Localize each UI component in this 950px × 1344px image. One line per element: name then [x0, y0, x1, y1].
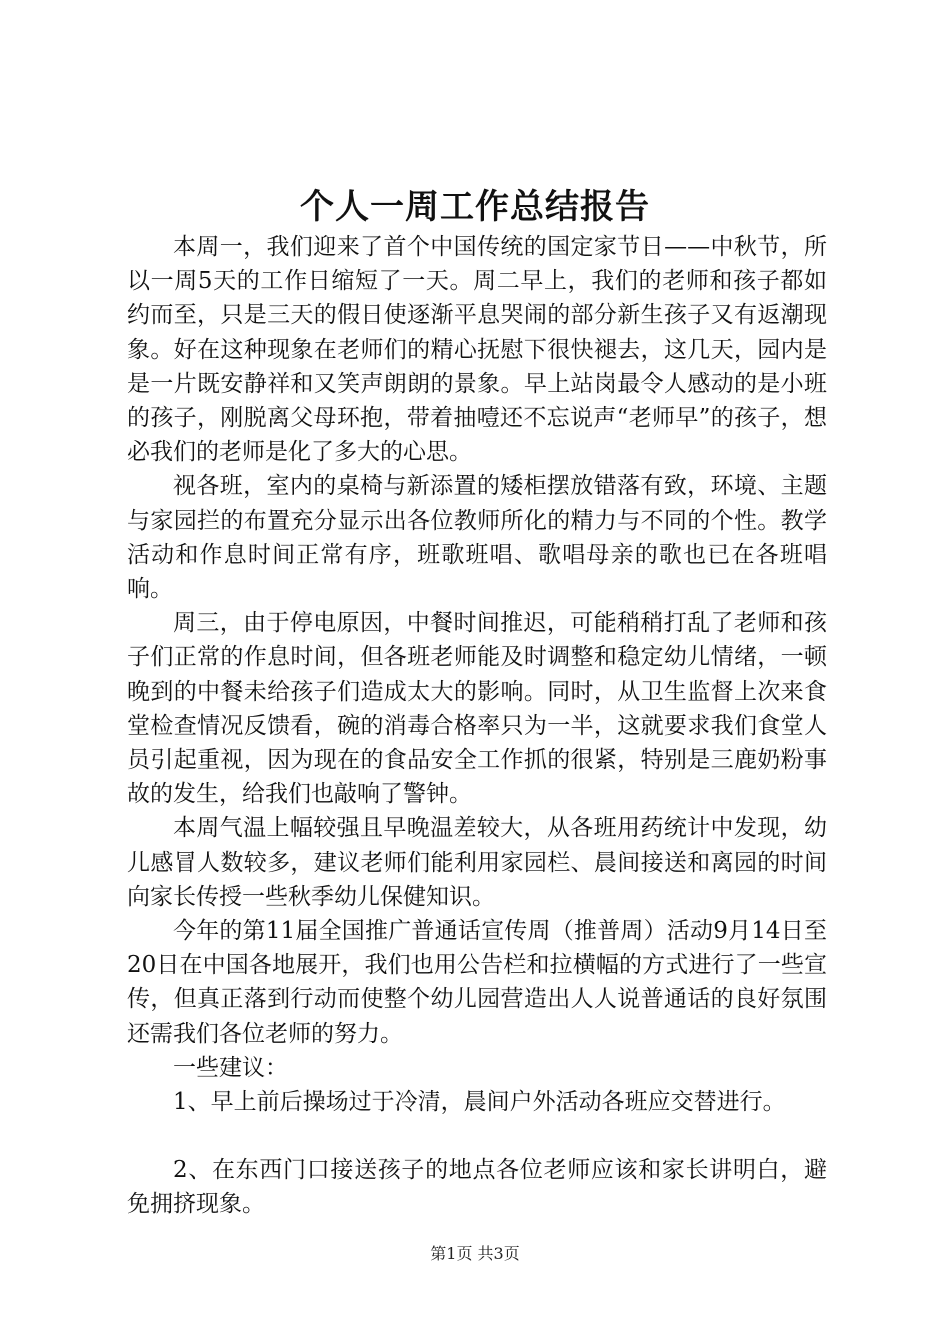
paragraph-mid-autumn: 本周一，我们迎来了首个中国传统的国定家节日——中秋节，所以一周5天的工作日缩短了一天。周二早上，我们的老师和孩子都如约而至，只是三天的假日使逐渐平息哭闹的部分新生孩子又有返潮现象。好在这种现象在老师们的精心抚慰下很快褪去，这几天，园内是是一片既安静祥和又笑声朗朗的景象。早上站岗最令人感动的是小班的孩子，刚脱离父母环抱，带着抽噎还不忘说声“老师早”的孩子，想必我们的老师是化了多大的心思。 [127, 234, 827, 466]
document-body [127, 230, 827, 1222]
paragraph-weather-health: 本周气温上幅较强且早晚温差较大，从各班用药统计中发现，幼儿感冒人数较多，建议老师们能利用家园栏、晨间接送和离园的时间向家长传授一些秋季幼儿保健知识。 [127, 815, 827, 910]
suggestion-item-1: 1、早上前后操场过于冷清，晨间户外活动各班应交替进行。 [173, 1089, 786, 1116]
suggestion-item-2: 2、在东西门口接送孩子的地点各位老师应该和家长讲明白，避免拥挤现象。 [127, 1157, 827, 1218]
paragraph-suggestions-heading: 一些建议： [173, 1054, 288, 1081]
page-footer: 第1页 共3页 [430, 1244, 520, 1263]
page-title: 个人一周工作总结报告 [300, 187, 650, 227]
paragraph-wednesday-outage: 周三，由于停电原因，中餐时间推迟，可能稍稍打乱了老师和孩子们正常的作息时间，但各班老师能及时调整和稳定幼儿情绪，一顿晚到的中餐未给孩子们造成太大的影响。同时，从卫生监督上次来食堂检查情况反馈看，碗的消毒合格率只为一半，这就要求我们食堂人员引起重视，因为现在的食品安全工作抓的很紧，特别是三鹿奶粉事故的发生，给我们也敲响了警钟。 [127, 610, 827, 808]
paragraph-mandarin-week: 今年的第11届全国推广普通话宣传周（推普周）活动9月14日至20日在中国各地展开，我们也用公告栏和拉横幅的方式进行了一些宣传，但真正落到行动而使整个幼儿园营造出人人说普通话的良好氛围还需我们各位老师的努力。 [127, 918, 827, 1047]
paragraph-classroom-inspection: 视各班，室内的桌椅与新添置的矮柜摆放错落有致，环境、主题与家园拦的布置充分显示出各位教师所化的精力与不同的个性。教学活动和作息时间正常有序，班歌班唱、歌唱母亲的歌也已在各班唱响。 [127, 473, 827, 603]
